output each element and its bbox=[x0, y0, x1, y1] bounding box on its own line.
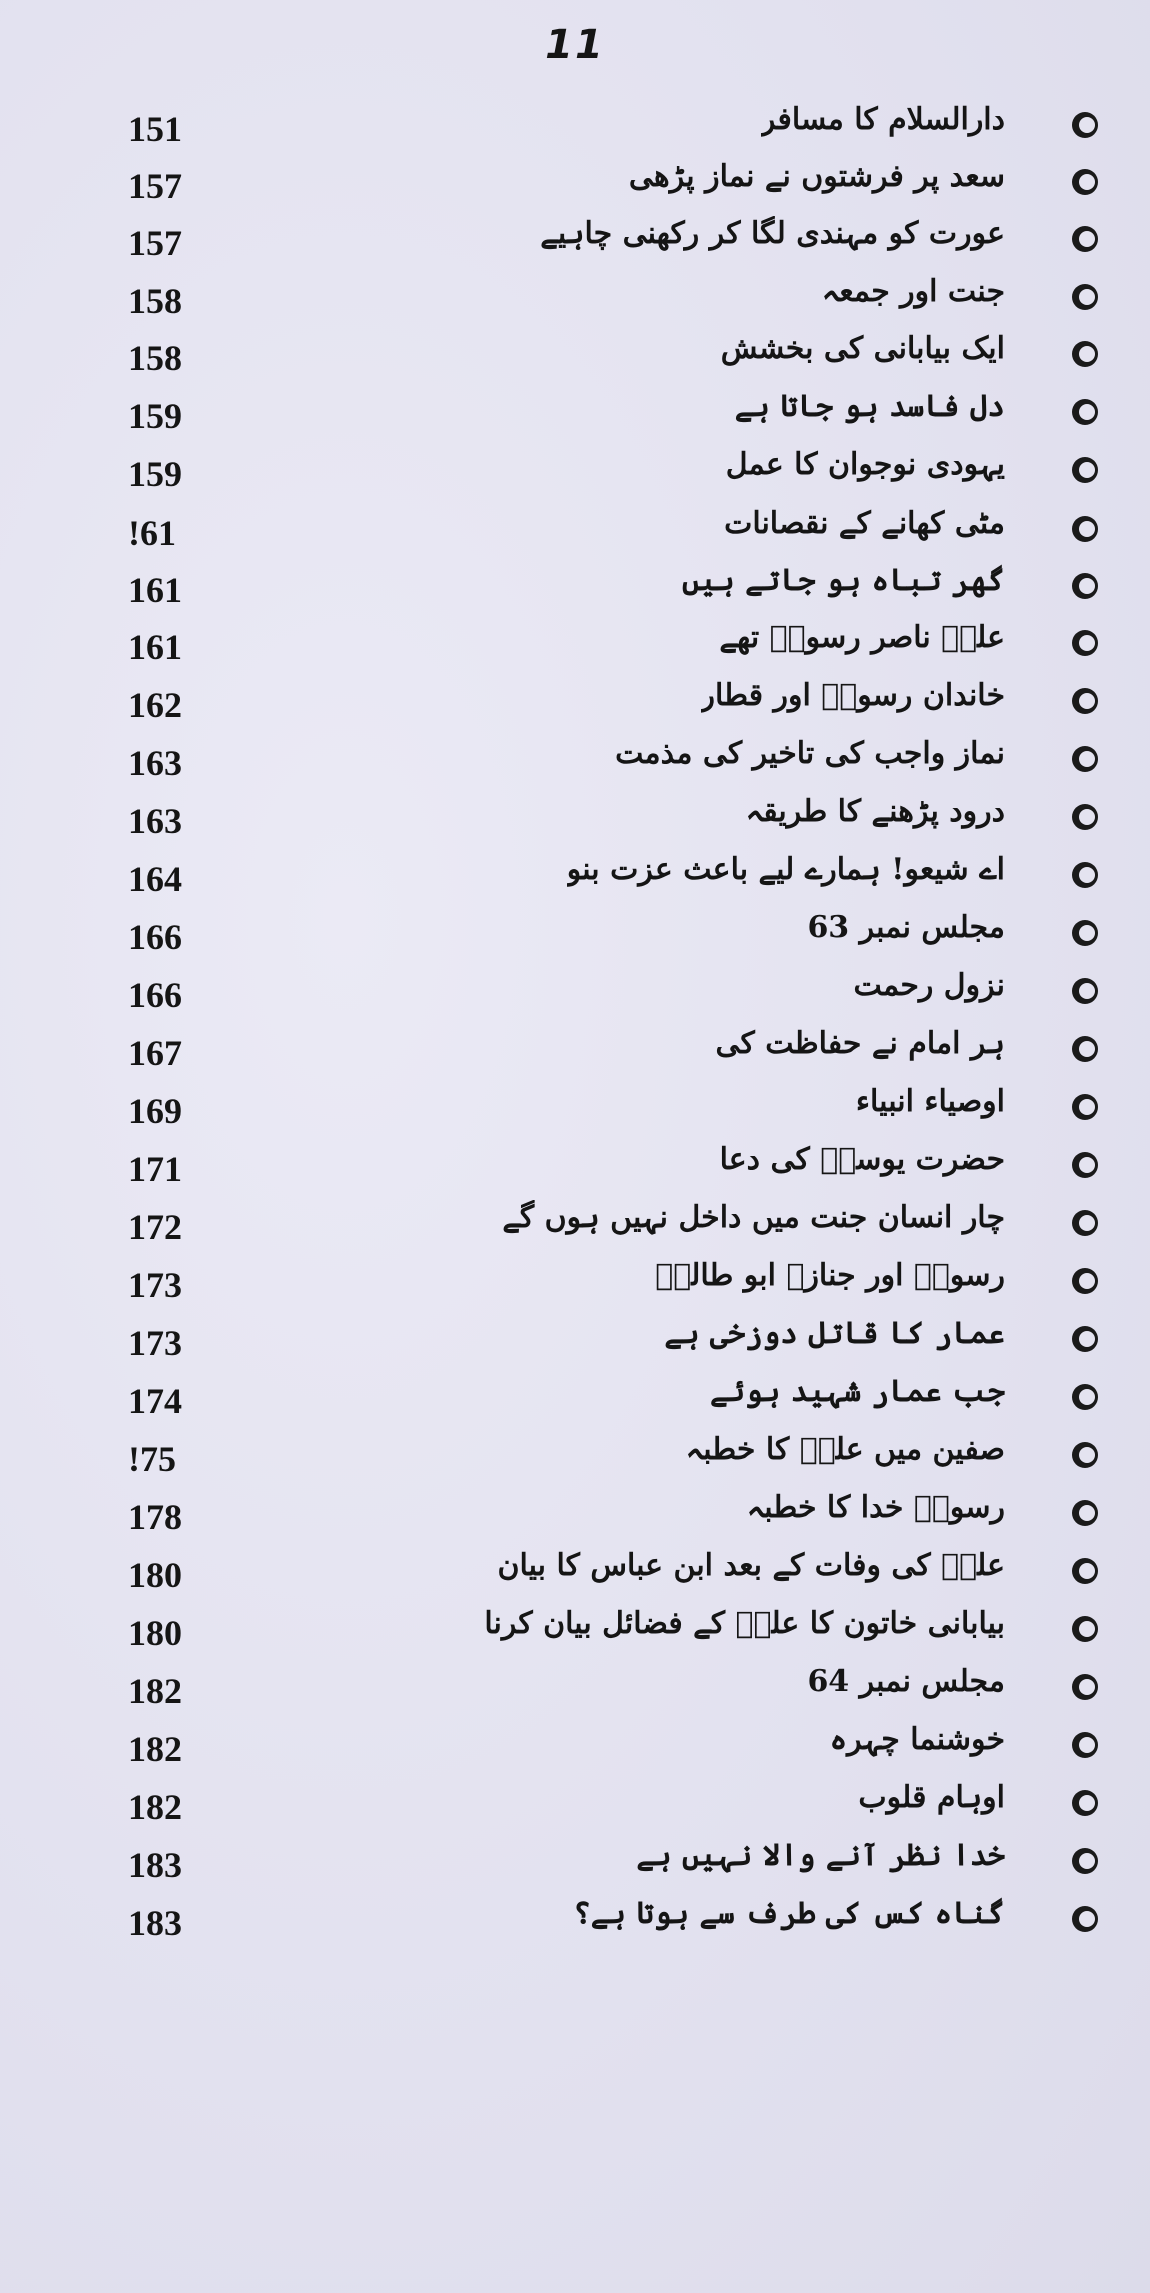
toc-entry bbox=[0, 1488, 1150, 1546]
bullet-icon bbox=[1070, 571, 1100, 601]
toc-page-number: 172 bbox=[128, 1207, 182, 1247]
bullet-icon bbox=[1070, 167, 1100, 197]
toc-entry bbox=[0, 1836, 1150, 1894]
toc-title: مجلس نمبر 63 bbox=[807, 910, 1005, 945]
toc-entry bbox=[0, 908, 1150, 966]
toc-page-number: 162 bbox=[128, 685, 182, 725]
toc-title: سعد پر فرشتوں نے نماز پڑھی bbox=[628, 159, 1005, 194]
toc-page-number: 167 bbox=[128, 1033, 182, 1073]
toc-page-number: 157 bbox=[128, 223, 182, 263]
toc-title: اوصیاء انبیاء bbox=[855, 1084, 1005, 1119]
toc-entry bbox=[0, 1024, 1150, 1082]
bullet-icon bbox=[1070, 1614, 1100, 1644]
toc-entry bbox=[0, 272, 1150, 330]
toc-entry bbox=[0, 676, 1150, 734]
toc-title: علیؑ کی وفات کے بعد ابن عباس کا بیان bbox=[497, 1548, 1005, 1583]
toc-entry bbox=[0, 214, 1150, 272]
bullet-icon bbox=[1070, 1556, 1100, 1586]
toc-title: خوشنما چہرہ bbox=[829, 1722, 1005, 1757]
bullet-icon bbox=[1070, 802, 1100, 832]
bullet-icon bbox=[1070, 1904, 1100, 1934]
toc-entry bbox=[0, 100, 1150, 158]
bullet-icon bbox=[1070, 1498, 1100, 1528]
bullet-icon bbox=[1070, 1208, 1100, 1238]
toc-title: نزول رحمت bbox=[853, 968, 1005, 1003]
toc-entry bbox=[0, 157, 1150, 215]
bullet-icon bbox=[1070, 860, 1100, 890]
toc-title: دارالسلام کا مسافر bbox=[760, 102, 1005, 137]
toc-entry bbox=[0, 1778, 1150, 1836]
toc-title: نماز واجب کی تاخیر کی مذمت bbox=[615, 736, 1005, 771]
bullet-icon bbox=[1070, 1382, 1100, 1412]
toc-title: ایک بیابانی کی بخشش bbox=[720, 331, 1005, 366]
toc-title: رسولؐ خدا کا خطبہ bbox=[746, 1490, 1005, 1525]
toc-page-number: 182 bbox=[128, 1787, 182, 1827]
page-number: 11 bbox=[545, 22, 605, 68]
bullet-icon bbox=[1070, 686, 1100, 716]
toc-entry bbox=[0, 1314, 1150, 1372]
toc-entry bbox=[0, 792, 1150, 850]
toc-title: صفین میں علیؑ کا خطبہ bbox=[685, 1432, 1005, 1467]
toc-title: خاندان رسولؐ اور قطار bbox=[700, 678, 1005, 713]
toc-page-number: 183 bbox=[128, 1845, 182, 1885]
bullet-icon bbox=[1070, 1730, 1100, 1760]
toc-title: مجلس نمبر 64 bbox=[807, 1664, 1005, 1699]
toc-entry bbox=[0, 966, 1150, 1024]
toc-entry bbox=[0, 618, 1150, 676]
toc-page-number: 183 bbox=[128, 1903, 182, 1943]
toc-page-number: 166 bbox=[128, 975, 182, 1015]
toc-entry bbox=[0, 734, 1150, 792]
bullet-icon bbox=[1070, 110, 1100, 140]
toc-page-number: 180 bbox=[128, 1613, 182, 1653]
toc-entry bbox=[0, 1662, 1150, 1720]
toc-page-number: 161 bbox=[128, 627, 182, 667]
toc-title: جب عمار شہید ہوئے bbox=[709, 1374, 1005, 1409]
bullet-icon bbox=[1070, 1440, 1100, 1470]
toc-entry bbox=[0, 1256, 1150, 1314]
bullet-icon bbox=[1070, 1846, 1100, 1876]
toc-page-number: 173 bbox=[128, 1323, 182, 1363]
toc-entry bbox=[0, 850, 1150, 908]
toc-title: حضرت یوسفؑ کی دعا bbox=[719, 1142, 1005, 1177]
toc-entry bbox=[0, 1720, 1150, 1778]
toc-title: گھر تباہ ہو جاتے ہیں bbox=[681, 563, 1005, 598]
toc-page-number: 161 bbox=[128, 570, 182, 610]
toc-entry bbox=[0, 387, 1150, 445]
toc-title: عورت کو مہندی لگا کر رکھنی چاہیے bbox=[540, 216, 1005, 251]
bullet-icon bbox=[1070, 976, 1100, 1006]
toc-page-number: 180 bbox=[128, 1555, 182, 1595]
toc-entry bbox=[0, 1082, 1150, 1140]
bullet-icon bbox=[1070, 1672, 1100, 1702]
bullet-icon bbox=[1070, 1788, 1100, 1818]
toc-entry bbox=[0, 504, 1150, 562]
toc-title: دل فاسد ہو جاتا ہے bbox=[734, 389, 1005, 424]
toc-entry bbox=[0, 1894, 1150, 1952]
toc-page-number: 159 bbox=[128, 396, 182, 436]
toc-title: چار انسان جنت میں داخل نہیں ہوں گے bbox=[502, 1200, 1005, 1235]
toc-page-number: 173 bbox=[128, 1265, 182, 1305]
bullet-icon bbox=[1070, 397, 1100, 427]
toc-page-number: 171 bbox=[128, 1149, 182, 1189]
toc-page-number: 182 bbox=[128, 1671, 182, 1711]
toc-title: علیؑ ناصر رسولؐ تھے bbox=[719, 620, 1005, 655]
toc-title: رسولؐ اور جنازہ ابو طالبؑ bbox=[655, 1258, 1005, 1293]
toc-page-number: 158 bbox=[128, 338, 182, 378]
bullet-icon bbox=[1070, 1324, 1100, 1354]
toc-page-number: 174 bbox=[128, 1381, 182, 1421]
toc-entry bbox=[0, 1604, 1150, 1662]
bullet-icon bbox=[1070, 1150, 1100, 1180]
toc-page-number: 178 bbox=[128, 1497, 182, 1537]
toc-entry bbox=[0, 1198, 1150, 1256]
toc-title: عمار کا قاتل دوزخی ہے bbox=[664, 1316, 1005, 1351]
toc-page-number: 169 bbox=[128, 1091, 182, 1131]
toc-page-number: 158 bbox=[128, 281, 182, 321]
toc-page-number: 163 bbox=[128, 743, 182, 783]
toc-title: خدا نظر آنے والا نہیں ہے bbox=[636, 1838, 1005, 1873]
bullet-icon bbox=[1070, 1266, 1100, 1296]
toc-page-number: 157 bbox=[128, 166, 182, 206]
toc-title: بیابانی خاتون کا علیؑ کے فضائل بیان کرنا bbox=[484, 1606, 1005, 1641]
bullet-icon bbox=[1070, 918, 1100, 948]
toc-title: گناہ کس کی طرف سے ہوتا ہے؟ bbox=[573, 1896, 1005, 1931]
bullet-icon bbox=[1070, 514, 1100, 544]
toc-title: اے شیعو! ہمارے لیے باعث عزت بنو bbox=[566, 852, 1005, 887]
toc-page-number: 159 bbox=[128, 454, 182, 494]
toc-page-number: !61 bbox=[128, 513, 176, 553]
toc-title: یہودی نوجوان کا عمل bbox=[725, 447, 1005, 482]
toc-entry bbox=[0, 1140, 1150, 1198]
toc-entry bbox=[0, 1546, 1150, 1604]
toc-title: اوہام قلوب bbox=[858, 1780, 1005, 1815]
toc-entry bbox=[0, 445, 1150, 503]
toc-page-number: 166 bbox=[128, 917, 182, 957]
toc-entry bbox=[0, 561, 1150, 619]
toc-title: درود پڑھنے کا طریقہ bbox=[745, 794, 1005, 829]
bullet-icon bbox=[1070, 628, 1100, 658]
bullet-icon bbox=[1070, 1034, 1100, 1064]
toc-entry bbox=[0, 1372, 1150, 1430]
toc-title: ہر امام نے حفاظت کی bbox=[715, 1026, 1005, 1061]
toc-entry bbox=[0, 329, 1150, 387]
toc-title: جنت اور جمعہ bbox=[821, 274, 1005, 309]
bullet-icon bbox=[1070, 282, 1100, 312]
bullet-icon bbox=[1070, 1092, 1100, 1122]
bullet-icon bbox=[1070, 339, 1100, 369]
toc-title: مٹی کھانے کے نقصانات bbox=[724, 506, 1005, 541]
bullet-icon bbox=[1070, 744, 1100, 774]
bullet-icon bbox=[1070, 455, 1100, 485]
toc-page-number: !75 bbox=[128, 1439, 176, 1479]
toc-page-number: 163 bbox=[128, 801, 182, 841]
bullet-icon bbox=[1070, 224, 1100, 254]
toc-entry bbox=[0, 1430, 1150, 1488]
toc-page-number: 164 bbox=[128, 859, 182, 899]
toc-page-number: 151 bbox=[128, 109, 182, 149]
toc-page-number: 182 bbox=[128, 1729, 182, 1769]
